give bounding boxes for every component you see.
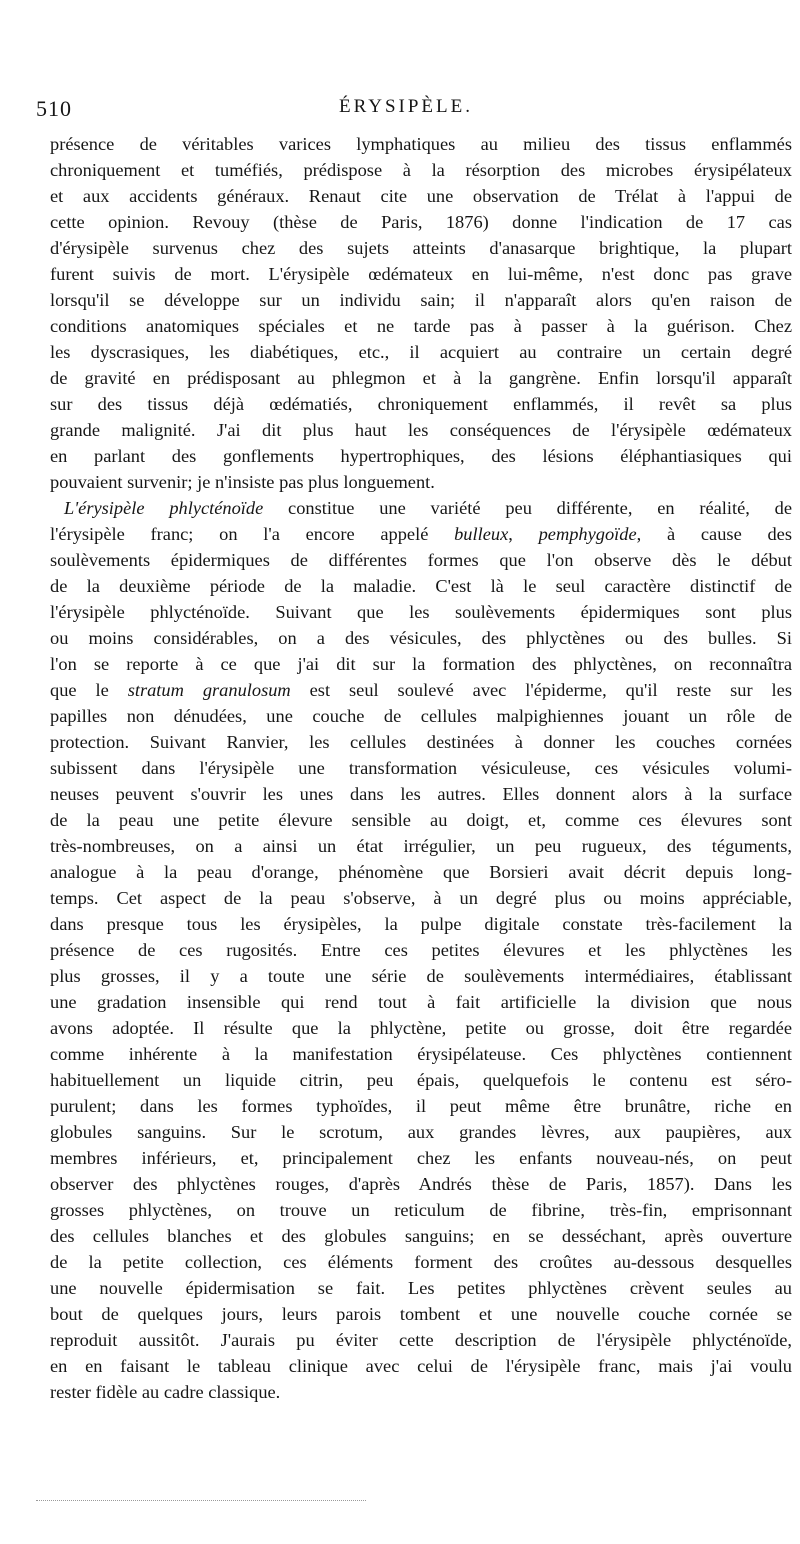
text-line: avons adoptée. Il résulte que la phlyctène, petite ou grosse, doit être regardée	[50, 1018, 792, 1038]
italic-term: bulleux	[454, 524, 509, 544]
text-line: en en faisant le tableau clinique avec celui de l'érysipèle franc, mais j'ai voulu	[50, 1356, 792, 1376]
text-line: membres inférieurs, et, principalement chez les enfants nouveau-nés, on peut	[50, 1148, 792, 1168]
text-line: en parlant des gonflements hypertrophiques, des lésions éléphantiasiques qui	[50, 446, 792, 466]
page-header	[36, 96, 776, 130]
text-line: reproduit aussitôt. J'aurais pu éviter cette description de l'érysipèle phlycténoïde,	[50, 1330, 792, 1350]
text-line: purulent; dans les formes typhoïdes, il peut même être brunâtre, riche en	[50, 1096, 792, 1116]
page-number: 510	[36, 96, 72, 121]
text-line: furent suivis de mort. L'érysipèle œdémateux en lui-même, n'est donc pas grave	[50, 264, 792, 284]
text-line: L'érysipèle phlycténoïde constitue une variété peu différente, en réalité, de	[64, 498, 792, 518]
text-line: neuses peuvent s'ouvrir les unes dans les autres. Elles donnent alors à la surface	[50, 784, 792, 804]
paragraph-edematous	[50, 131, 792, 495]
text-line: dans presque tous les érysipèles, la pulpe digitale constate très-facilement la	[50, 914, 792, 934]
text-line: de gravité en prédisposant au phlegmon et à la gangrène. Enfin lorsqu'il apparaît	[50, 368, 792, 388]
text-line: pouvaient survenir; je n'insiste pas plus longuement.	[50, 472, 435, 492]
text-line: cette opinion. Revouy (thèse de Paris, 1876) donne l'indication de 17 cas	[50, 212, 792, 232]
text-line: de la peau une petite élevure sensible au doigt, et, comme ces élevures sont	[50, 810, 792, 830]
footer-rule	[36, 1500, 366, 1501]
text-line: que le stratum granulosum est seul soulevé avec l'épiderme, qu'il reste sur les	[50, 680, 792, 700]
text-line: sur des tissus déjà œdématiés, chroniquement enflammés, il revêt sa plus	[50, 394, 792, 414]
running-title: ÉRYSIPÈLE.	[339, 96, 473, 117]
text-line: l'on se reporte à ce que j'ai dit sur la formation des phlyctènes, on reconnaîtra	[50, 654, 792, 674]
text-line: soulèvements épidermiques de différentes formes que l'on observe dès le début	[50, 550, 792, 570]
italic-term: L'érysipèle phlycténoïde	[64, 498, 264, 518]
text-line: analogue à la peau d'orange, phénomène que Borsieri avait décrit depuis long-	[50, 862, 792, 882]
text-line: habituellement un liquide citrin, peu épais, quelquefois le contenu est séro-	[50, 1070, 792, 1090]
paragraph-phlyctenoid	[50, 495, 792, 1405]
text-line: de la deuxième période de la maladie. C'est là le seul caractère distinctif de	[50, 576, 792, 596]
text-line: grande malignité. J'ai dit plus haut les conséquences de l'érysipèle œdémateux	[50, 420, 792, 440]
text-line: protection. Suivant Ranvier, les cellules destinées à donner les couches cornées	[50, 732, 792, 752]
text-line: globules sanguins. Sur le scrotum, aux grandes lèvres, aux paupières, aux	[50, 1122, 792, 1142]
text-line: chroniquement et tuméfiés, prédispose à la résorption des microbes érysipélateux	[50, 160, 792, 180]
text-line: temps. Cet aspect de la peau s'observe, à un degré plus ou moins appréciable,	[50, 888, 792, 908]
text-line: une gradation insensible qui rend tout à fait artificielle la division que nous	[50, 992, 792, 1012]
body-text	[50, 131, 792, 1405]
text-line: observer des phlyctènes rouges, d'après Andrés thèse de Paris, 1857). Dans les	[50, 1174, 792, 1194]
text-line: une nouvelle épidermisation se fait. Les petites phlyctènes crèvent seules au	[50, 1278, 792, 1298]
text-line: et aux accidents généraux. Renaut cite une observation de Trélat à l'appui de	[50, 186, 792, 206]
text-line: papilles non dénudées, une couche de cellules malpighiennes jouant un rôle de	[50, 706, 792, 726]
text-line: l'érysipèle franc; on l'a encore appelé bulleux, pemphygoïde, à cause des	[50, 524, 792, 544]
text-line: ou moins considérables, on a des vésicules, des phlyctènes ou des bulles. Si	[50, 628, 792, 648]
text-line: bout de quelques jours, leurs parois tombent et une nouvelle couche cornée se	[50, 1304, 792, 1324]
text-line: très-nombreuses, on a ainsi un état irrégulier, un peu rugueux, des téguments,	[50, 836, 792, 856]
text-line: lorsqu'il se développe sur un individu sain; il n'apparaît alors qu'en raison de	[50, 290, 792, 310]
text-line: les dyscrasiques, les diabétiques, etc., il acquiert au contraire un certain degré	[50, 342, 792, 362]
text-line: rester fidèle au cadre classique.	[50, 1382, 281, 1402]
text-line: d'érysipèle survenus chez des sujets atteints d'anasarque brightique, la plupart	[50, 238, 792, 258]
italic-term: pemphygoïde	[538, 524, 637, 544]
text-line: comme inhérente à la manifestation érysipélateuse. Ces phlyctènes contiennent	[50, 1044, 792, 1064]
italic-term: stratum granulosum	[127, 680, 291, 700]
text-line: conditions anatomiques spéciales et ne tarde pas à passer à la guérison. Chez	[50, 316, 792, 336]
text-line: grosses phlyctènes, on trouve un reticulum de fibrine, très-fin, emprisonnant	[50, 1200, 792, 1220]
text-line: présence de véritables varices lymphatiques au milieu des tissus enflammés	[50, 134, 792, 154]
text-line: de la petite collection, ces éléments forment des croûtes au-dessous desquelles	[50, 1252, 792, 1272]
text-line: présence de ces rugosités. Entre ces petites élevures et les phlyctènes les	[50, 940, 792, 960]
text-line: l'érysipèle phlycténoïde. Suivant que les soulèvements épidermiques sont plus	[50, 602, 792, 622]
text-line: plus grosses, il y a toute une série de soulèvements intermédiaires, établissant	[50, 966, 792, 986]
text-line: subissent dans l'érysipèle une transformation vésiculeuse, ces vésicules volumi-	[50, 758, 792, 778]
text-line: des cellules blanches et des globules sanguins; en se desséchant, après ouverture	[50, 1226, 792, 1246]
